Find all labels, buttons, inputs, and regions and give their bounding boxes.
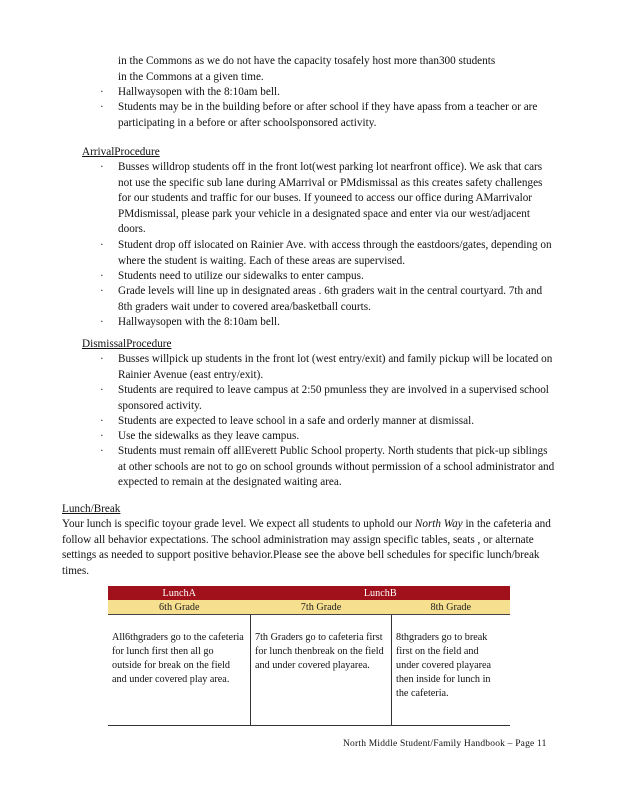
dismissal-bullet-3: Students are expected to leave school in a safe and orderly manner at dismissal. bbox=[118, 415, 475, 427]
bullet-icon: · bbox=[100, 384, 104, 396]
arrival-bullet-1: Busses willdrop students off in the front lot(west parking lot nearfront office). We ask that cars not use the specific sub lane during AMarrival or PMdismissal as this creates safety challenges for our students and traffic for our buses. If youneed to access our office during AMarrivalor PMdismissal, please park your vehicle in a designated space and enter via our west/adjacent doors. bbox=[118, 161, 543, 236]
bullet-icon: · bbox=[100, 239, 104, 251]
dismissal-bullet-5: Students must remain off allEverett Public School property. North students that pick-up siblings at other schools are not to go on school grounds without permission of a school administrator and expected to remain at the designated waiting area. bbox=[118, 445, 555, 489]
bullet-icon: · bbox=[100, 316, 104, 328]
lunch-text-end: in the cafeteria and follow all behavior expectations. The school administration may assign specific tables, seats , or alternate settings as needed to support positive behavior.Please see the above bell schedules for specific lunch/break times. bbox=[62, 518, 551, 577]
intro-line-2: in the Commons at a given time. bbox=[118, 71, 264, 83]
table-row bbox=[108, 615, 510, 726]
intro-line-1: in the Commons as we do not have the capacity tosafely host more than300 students bbox=[118, 55, 496, 67]
arrival-bullet-2: Student drop off islocated on Rainier Ave. with access through the eastdoors/gates, depending on where the student is waiting. Each of these areas are supervised. bbox=[118, 239, 552, 267]
dismissal-bullet-2: Students are required to leave campus at 2:50 pmunless they are involved in a supervised school sponsored activity. bbox=[118, 384, 549, 412]
lunch-heading: Lunch/Break bbox=[62, 503, 121, 515]
bullet-icon: · bbox=[100, 161, 104, 173]
grade-8-cell: 8thgraders go to break first on the field and under covered playarea then inside for lunch in the cafeteria. bbox=[392, 615, 511, 726]
arrival-bullet-4: Grade levels will line up in designated areas . 6th graders wait in the central courtyard. 7th and 8th graders wait under to covered area/basketball courts. bbox=[118, 285, 543, 313]
arrival-bullet-3: Students need to utilize our sidewalks to enter campus. bbox=[118, 270, 364, 282]
bullet-icon: · bbox=[100, 353, 104, 365]
page-footer: North Middle Student/Family Handbook – Page 11 bbox=[343, 739, 547, 749]
dismissal-bullet-1: Busses willpick up students in the front lot (west entry/exit) and family pickup will be located on Rainier Avenue (east entry/exit). bbox=[118, 353, 553, 381]
north-way-text: North Way bbox=[414, 518, 463, 530]
lunch-header-row bbox=[108, 586, 510, 600]
bullet-icon: · bbox=[100, 430, 104, 442]
intro-bullet-1: Hallwaysopen with the 8:10am bell. bbox=[118, 86, 280, 98]
arrival-heading: ArrivalProcedure bbox=[82, 146, 160, 158]
lunch-a-header: LunchA bbox=[108, 586, 251, 600]
intro-bullet-2: Students may be in the building before or after school if they have apass from a teacher or are participating in a before or after schoolsponsored activity. bbox=[118, 101, 538, 129]
lunch-schedule-table bbox=[108, 586, 510, 726]
grade-7-header: 7th Grade bbox=[251, 600, 392, 615]
grade-6-header: 6th Grade bbox=[108, 600, 251, 615]
lunch-text-start: Your lunch is specific toyour grade level. We expect all students to uphold our bbox=[62, 518, 415, 530]
bullet-icon: · bbox=[100, 445, 104, 457]
grade-7-cell: 7th Graders go to cafeteria first for lunch thenbreak on the field and under covered playarea. bbox=[251, 615, 392, 726]
grade-6-cell: All6thgraders go to the cafeteria for lunch first then all go outside for break on the field and under covered play area. bbox=[108, 615, 251, 726]
dismissal-heading: DismissalProcedure bbox=[82, 338, 172, 350]
lunch-paragraph bbox=[62, 517, 552, 579]
bullet-icon: · bbox=[100, 415, 104, 427]
grade-8-header: 8th Grade bbox=[392, 600, 511, 615]
bullet-icon: · bbox=[100, 101, 104, 113]
dismissal-bullet-4: Use the sidewalks as they leave campus. bbox=[118, 430, 300, 442]
arrival-bullet-5: Hallwaysopen with the 8:10am bell. bbox=[118, 316, 280, 328]
bullet-icon: · bbox=[100, 86, 104, 98]
lunch-b-header: LunchB bbox=[251, 586, 511, 600]
bullet-icon: · bbox=[100, 270, 104, 282]
bullet-icon: · bbox=[100, 285, 104, 297]
grade-header-row bbox=[108, 600, 510, 615]
